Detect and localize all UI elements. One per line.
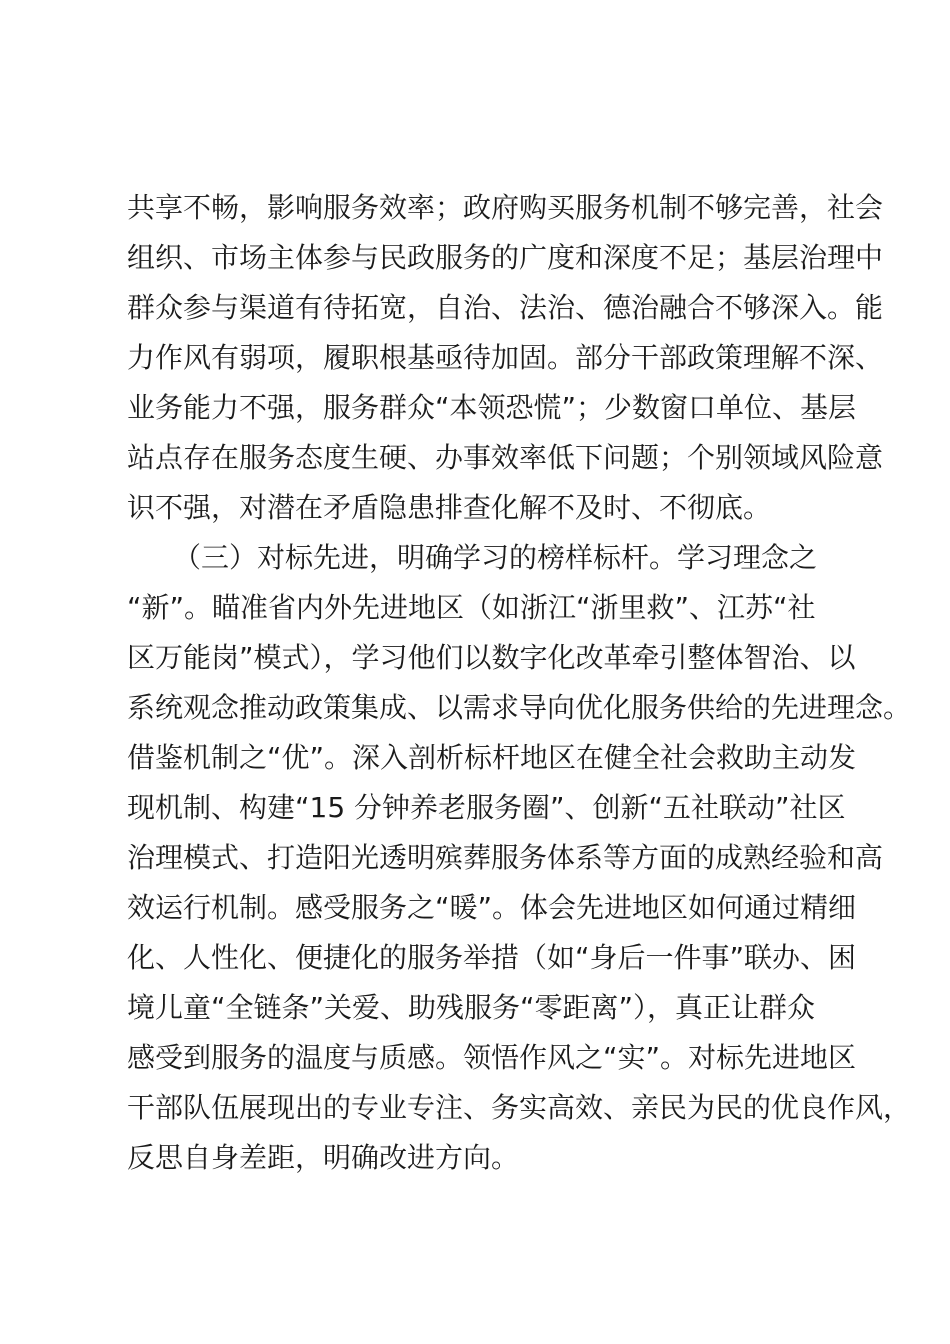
section-heading-line: （三）对标先进，明确学习的榜样标杆。学习理念之 <box>173 541 818 574</box>
text-line: 共享不畅，影响服务效率；政府购买服务机制不够完善，社会 <box>127 191 884 224</box>
text-line: 区万能岗”模式），学习他们以数字化改革牵引整体智治、以 <box>127 641 856 674</box>
text-line: 现机制、构建“15 分钟养老服务圈”、创新“五社联动”社区 <box>127 791 846 824</box>
text-line: 反思自身差距，明确改进方向。 <box>127 1141 520 1174</box>
text-line: 效运行机制。感受服务之“暖”。体会先进地区如何通过精细 <box>127 891 857 924</box>
text-line: 干部队伍展现出的专业专注、务实高效、亲民为民的优良作风， <box>127 1091 912 1124</box>
text-line: 识不强，对潜在矛盾隐患排查化解不及时、不彻底。 <box>127 491 772 524</box>
text-line: 群众参与渠道有待拓宽，自治、法治、德治融合不够深入。能 <box>127 291 884 324</box>
text-line: 境儿童“全链条”关爱、助残服务“零距离”），真正让群众 <box>127 991 816 1024</box>
text-line: 感受到服务的温度与质感。领悟作风之“实”。对标先进地区 <box>127 1041 857 1074</box>
text-line: 系统观念推动政策集成、以需求导向优化服务供给的先进理念。 <box>127 691 912 724</box>
text-line: 站点存在服务态度生硬、办事效率低下问题；个别领域风险意 <box>127 441 884 474</box>
text-line: 力作风有弱项，履职根基亟待加固。部分干部政策理解不深、 <box>127 341 884 374</box>
text-line: 化、人性化、便捷化的服务举措（如“身后一件事”联办、困 <box>127 941 857 974</box>
text-line: 治理模式、打造阳光透明殡葬服务体系等方面的成熟经验和高 <box>127 841 884 874</box>
text-line: 借鉴机制之“优”。深入剖析标杆地区在健全社会救助主动发 <box>127 741 857 774</box>
text-line: “新”。瞄准省内外先进地区（如浙江“浙里救”、江苏“社 <box>127 591 816 624</box>
text-line: 组织、市场主体参与民政服务的广度和深度不足；基层治理中 <box>127 241 884 274</box>
text-line: 业务能力不强，服务群众“本领恐慌”；少数窗口单位、基层 <box>127 391 857 424</box>
body-text <box>127 183 912 1183</box>
